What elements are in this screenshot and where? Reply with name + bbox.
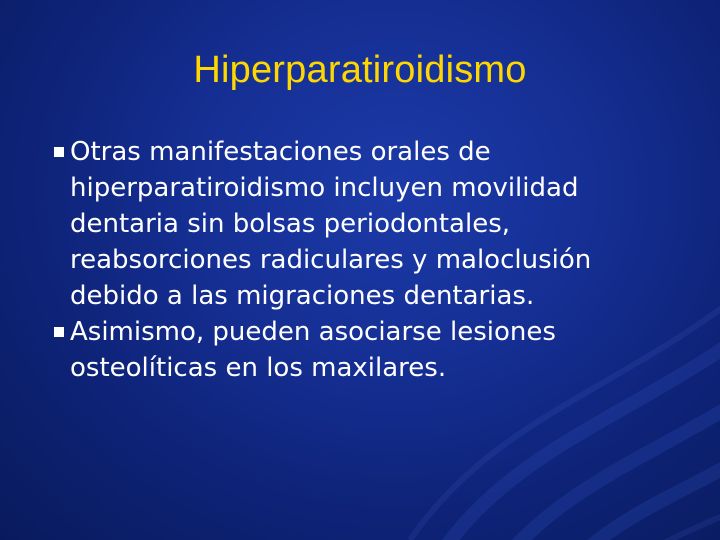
bullet-text: Otras manifestaciones orales de hiperparatiroidismo incluyen movilidad dentaria sin bolsas periodontales, reabsorciones radiculares y maloclusión debido a las migraciones dentarias. [70, 137, 592, 311]
bullet-text: Asimismo, pueden asociarse lesiones osteolíticas en los maxilares. [70, 317, 556, 383]
bullet-list [48, 134, 668, 386]
bullet-item [48, 314, 668, 386]
bullet-item [48, 134, 668, 314]
square-bullet-icon [54, 327, 64, 337]
slide-title: Hiperparatiroidismo [193, 49, 527, 91]
square-bullet-icon [54, 147, 64, 157]
